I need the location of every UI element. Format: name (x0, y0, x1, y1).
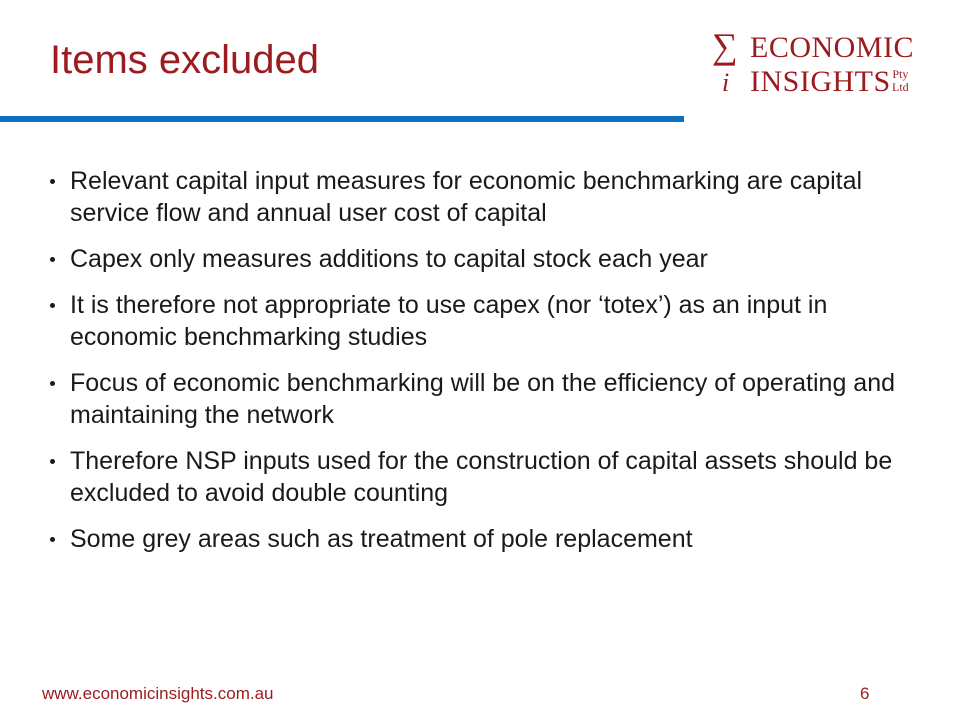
logo-suffix (892, 68, 909, 94)
logo-suffix-ltd: Ltd (892, 80, 909, 94)
logo-suffix-pty: Pty (892, 67, 909, 81)
bullet-dot-icon (50, 459, 55, 464)
bullet-dot-icon (50, 179, 55, 184)
logo-line-2: INSIGHTS (750, 65, 891, 98)
bullet-dot-icon (50, 381, 55, 386)
bullet-item (50, 165, 930, 229)
economic-insights-logo (712, 26, 915, 100)
bullet-text: Relevant capital input measures for economic benchmarking are capital service flow and annual user cost of capital (70, 167, 863, 227)
bullet-dot-icon (50, 537, 55, 542)
bullet-item (50, 445, 930, 509)
bullet-text: Some grey areas such as treatment of pole replacement (70, 525, 693, 553)
bullet-text: Focus of economic benchmarking will be on the efficiency of operating and maintaining the network (70, 369, 896, 429)
title-divider (0, 116, 684, 122)
bullet-dot-icon (50, 257, 55, 262)
bullet-text: Capex only measures additions to capital stock each year (70, 245, 708, 273)
bullet-item (50, 523, 930, 555)
bullet-item (50, 289, 930, 353)
slide-title: Items excluded (50, 38, 320, 82)
bullet-list (50, 165, 930, 569)
bullet-item (50, 367, 930, 431)
logo-i-symbol: i (722, 68, 730, 97)
bullet-item (50, 243, 930, 275)
logo-sigma-symbol: ∑ (712, 26, 738, 66)
page-number: 6 (860, 684, 870, 703)
logo-line-1: ECONOMIC (750, 31, 915, 64)
bullet-text: It is therefore not appropriate to use capex (nor ‘totex’) as an input in economic benchmarking studies (70, 291, 828, 351)
footer-website-link[interactable]: www.economicinsights.com.au (42, 684, 274, 703)
bullet-dot-icon (50, 303, 55, 308)
bullet-text: Therefore NSP inputs used for the construction of capital assets should be excluded to avoid double counting (70, 447, 893, 507)
